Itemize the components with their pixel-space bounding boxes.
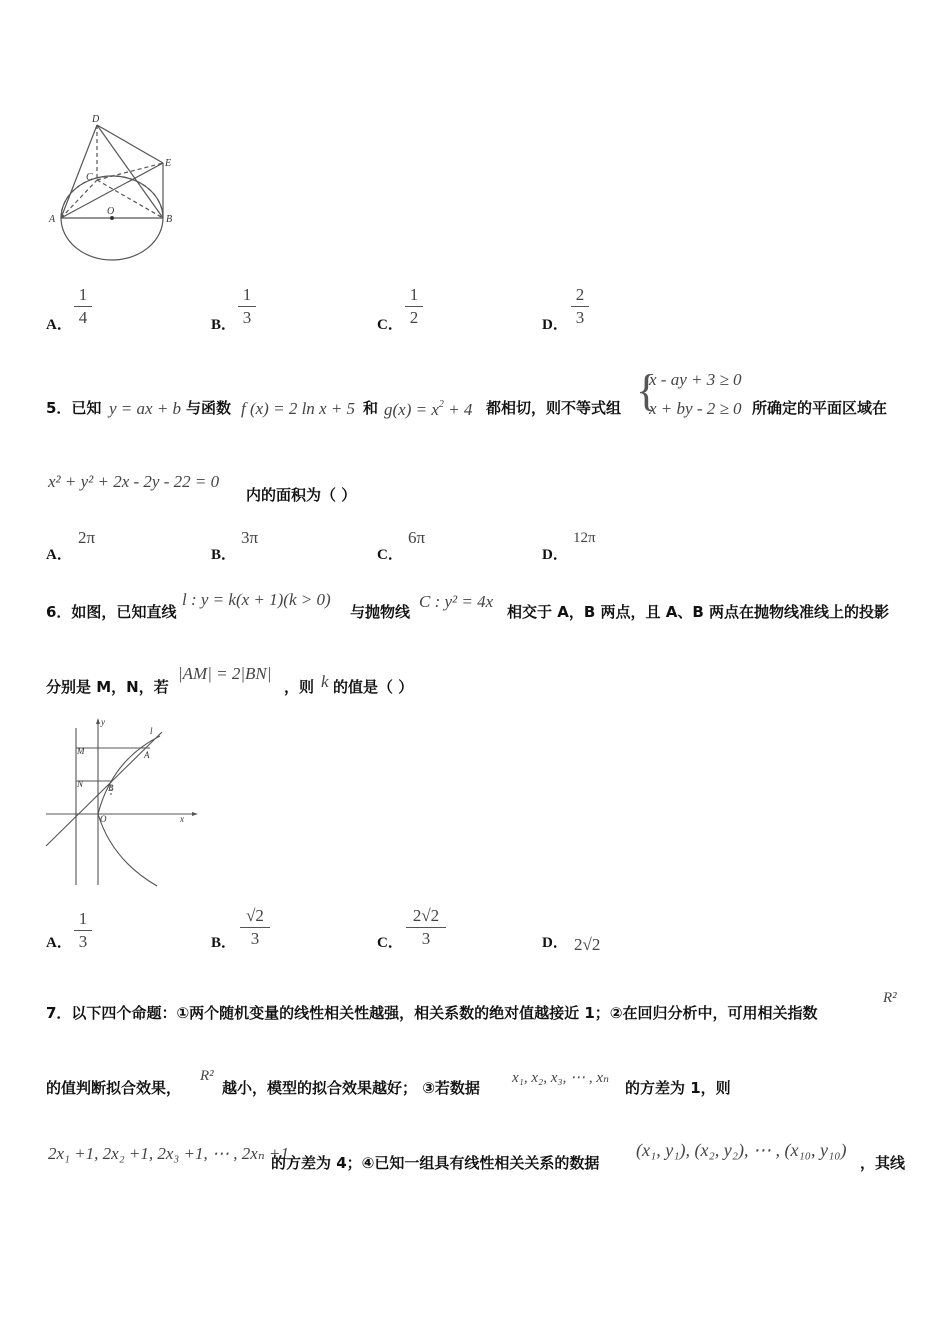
q4-option-b-label: B．: [211, 317, 237, 333]
q4-option-c-value: 1 2: [405, 285, 423, 328]
q6-option-b-label: B．: [211, 935, 237, 951]
q7-r-squared-1: R²: [883, 990, 897, 1006]
q4-label-C: C: [86, 172, 93, 183]
q5-system-brace: {: [636, 366, 658, 415]
q7-r-squared-2: R²: [200, 1068, 214, 1084]
q4-option-d-label: D．: [542, 317, 568, 333]
q5-option-d-label: D．: [542, 547, 568, 563]
q5-text-5: 所确定的平面区域在: [752, 399, 888, 417]
q7-text-4: 的方差为 1，则: [625, 1079, 731, 1097]
q6-label-N: N: [77, 779, 84, 789]
q7-text-6: ，其线: [860, 1154, 906, 1172]
q5-tangent-line: y = ax + b: [109, 399, 182, 418]
q6-parabola-curve: [98, 736, 160, 886]
q4-option-a-label: A．: [46, 317, 72, 333]
q5-text-4: 都相切，则不等式组: [486, 399, 622, 417]
q6-label-l: l: [150, 726, 153, 736]
q6-parabola-figure: [40, 715, 210, 890]
q4-label-E: E: [165, 158, 172, 169]
q7-data-set-1: x₁, x₂, x₃, ⋯ , xₙ: [512, 1070, 610, 1086]
q5-text-3: 和: [363, 399, 379, 417]
q4-label-A: A: [49, 214, 56, 225]
q6-option-c-label: C．: [377, 935, 403, 951]
q6-text-6: 的值是（ ）: [333, 678, 414, 696]
q6-text-4: 分别是 M，N，若: [46, 678, 169, 696]
q5-option-b-value: 3π: [241, 528, 259, 547]
q6-option-a-label: A．: [46, 935, 72, 951]
q6-text-2: 与抛物线: [350, 603, 411, 621]
q6-label-y: y: [101, 717, 105, 727]
q6-condition: |AM| = 2|BN|: [178, 664, 272, 683]
q6-label-B: B: [108, 783, 114, 793]
q5-inequality-2: x + by - 2 ≥ 0: [649, 399, 742, 418]
q5-option-c-label: C．: [377, 547, 403, 563]
q6-label-O: O: [100, 814, 107, 824]
q7-text-1: 7．以下四个命题：①两个随机变量的线性相关性越强，相关系数的绝对值越接近 1；②在回归分析中，可用相关指数: [46, 1004, 818, 1022]
q4-option-a-value: 1 4: [74, 285, 92, 328]
q5-text-1: 5．已知: [46, 399, 102, 417]
q5-option-b-label: B．: [211, 547, 237, 563]
q7-text-2: 的值判断拟合效果，: [46, 1079, 182, 1097]
q6-option-a-value: 1 3: [74, 909, 92, 952]
q5-text-6: 内的面积为（ ）: [246, 486, 357, 504]
q6-k: k: [321, 672, 329, 691]
q4-label-B: B: [166, 214, 173, 225]
q5-option-c-value: 6π: [408, 528, 426, 547]
q5-text-2: 与函数: [186, 399, 232, 417]
q4-label-O: O: [107, 206, 115, 217]
q6-label-M: M: [77, 746, 85, 756]
q5-function-f: f (x) = 2 ln x + 5: [241, 399, 356, 418]
q6-label-A: A: [144, 750, 150, 760]
q7-text-5: 的方差为 4；④已知一组具有线性相关关系的数据: [271, 1154, 600, 1172]
q5-circle-equation: x² + y² + 2x - 2y - 22 = 0: [48, 472, 220, 491]
q4-option-b-value: 1 3: [238, 285, 256, 328]
q6-option-b-value: √2 3: [240, 906, 270, 949]
q7-text-3: 越小，模型的拟合效果越好； ③若数据: [222, 1079, 480, 1097]
q7-data-set-2: 2x₁ +1, 2x₂ +1, 2x₃ +1, ⋯ , 2xₙ +1: [48, 1144, 289, 1163]
q6-parabola-equation: C : y² = 4x: [419, 592, 494, 611]
q4-geometry-figure: [40, 105, 190, 265]
q6-option-d-label: D．: [542, 935, 568, 951]
q4-option-c-label: C．: [377, 317, 403, 333]
q7-data-set-3: (x₁, y₁), (x₂, y₂), ⋯ , (x₁₀, y₁₀): [636, 1140, 847, 1160]
q4-option-d-value: 2 3: [571, 285, 589, 328]
q5-function-g: $g(x) = x^2 + 4$: [384, 399, 473, 419]
q6-text-1: 6．如图，已知直线: [46, 603, 177, 621]
q5-inequality-1: x - ay + 3 ≥ 0: [649, 370, 742, 389]
q6-line-equation: l : y = k(x + 1)(k > 0): [182, 590, 331, 609]
q6-option-d-value: 2√2: [574, 935, 601, 954]
q5-option-a-value: 2π: [78, 528, 96, 547]
q5-option-a-label: A．: [46, 547, 72, 563]
q5-option-d-value: 12π: [573, 530, 596, 546]
q6-text-5: ，则: [284, 678, 315, 696]
q4-label-D: D: [92, 114, 100, 125]
q6-option-c-value: 2√2 3: [406, 906, 446, 949]
q6-text-3: 相交于 A，B 两点，且 A、B 两点在抛物线准线上的投影: [507, 603, 889, 621]
q6-label-x: x: [180, 814, 184, 824]
